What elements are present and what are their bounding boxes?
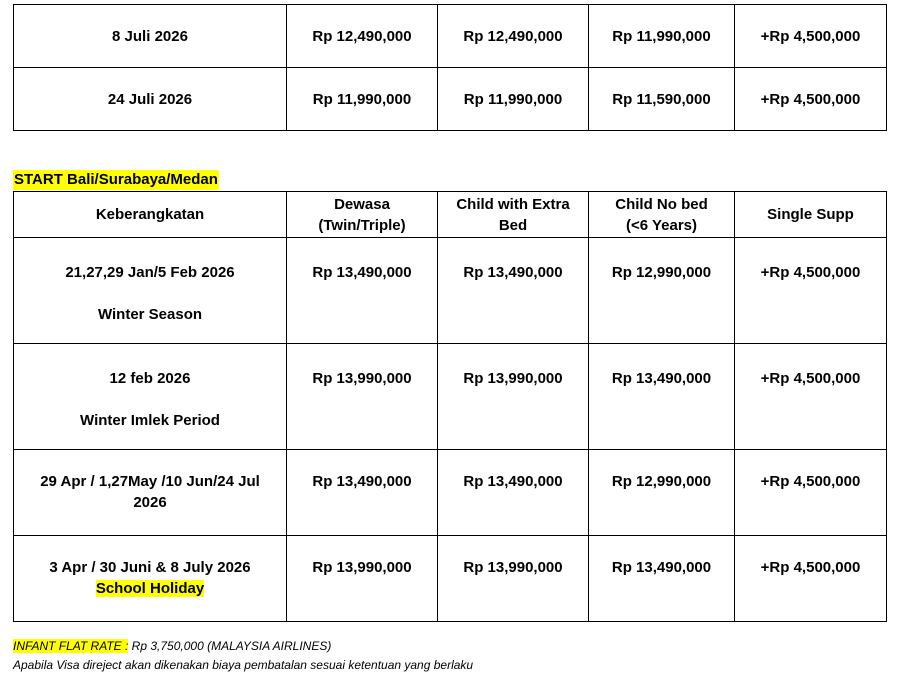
table-row bbox=[14, 68, 887, 131]
departure-date-line2: 2026 bbox=[133, 494, 167, 511]
child-extra-bed-price-cell: Rp 13,490,000 bbox=[438, 450, 589, 536]
child-no-bed-price-cell: Rp 11,590,000 bbox=[589, 68, 735, 131]
child-extra-bed-price-cell: Rp 11,990,000 bbox=[438, 68, 589, 131]
header-single-supp bbox=[735, 192, 887, 238]
header-dewasa-line2: (Twin/Triple) bbox=[318, 216, 406, 234]
table-row bbox=[14, 344, 887, 450]
departure-date-cell: 8 Juli 2026 bbox=[14, 5, 287, 68]
dewasa-price-cell: Rp 11,990,000 bbox=[287, 68, 438, 131]
dewasa-price-cell: Rp 13,490,000 bbox=[287, 238, 438, 344]
departure-date-cell bbox=[14, 238, 287, 344]
visa-note: Apabila Visa direject akan dikenakan biaya pembatalan sesuai ketentuan yang berlaku bbox=[13, 658, 474, 672]
table-header-row bbox=[14, 192, 887, 238]
table-row bbox=[14, 450, 887, 536]
departure-date-cell bbox=[14, 344, 287, 450]
single-supp-price-cell: +Rp 4,500,000 bbox=[735, 68, 887, 131]
header-departure bbox=[14, 192, 287, 238]
departure-date-cell bbox=[14, 536, 287, 622]
child-no-bed-price-cell: Rp 13,490,000 bbox=[589, 536, 735, 622]
table-row bbox=[14, 238, 887, 344]
header-dewasa-line1: Dewasa bbox=[334, 195, 390, 213]
infant-rate-value: Rp 3,750,000 (MALAYSIA AIRLINES) bbox=[128, 639, 332, 653]
table-row bbox=[14, 5, 887, 68]
header-child-extra-bed-line2: Bed bbox=[498, 216, 528, 234]
season-note: Winter Imlek Period bbox=[80, 412, 220, 429]
departure-date-line1: 29 Apr / 1,27May /10 Jun/24 Jul bbox=[40, 473, 260, 490]
child-no-bed-price-cell: Rp 13,490,000 bbox=[589, 344, 735, 450]
departure-date-cell bbox=[14, 450, 287, 536]
single-supp-price-cell: +Rp 4,500,000 bbox=[735, 5, 887, 68]
child-no-bed-price-cell: Rp 12,990,000 bbox=[589, 450, 735, 536]
season-note: Winter Season bbox=[97, 306, 203, 323]
single-supp-price-cell: +Rp 4,500,000 bbox=[735, 344, 887, 450]
header-child-no-bed-line2: (<6 Years) bbox=[625, 216, 698, 234]
header-child-extra-bed bbox=[438, 192, 589, 238]
child-no-bed-price-cell: Rp 12,990,000 bbox=[589, 238, 735, 344]
price-table-main bbox=[13, 191, 887, 622]
header-child-extra-bed-line1: Child with Extra bbox=[456, 195, 570, 213]
header-departure-label: Keberangkatan bbox=[95, 206, 205, 223]
header-dewasa bbox=[287, 192, 438, 238]
dewasa-price-cell: Rp 13,990,000 bbox=[287, 344, 438, 450]
single-supp-price-cell: +Rp 4,500,000 bbox=[735, 450, 887, 536]
school-holiday-badge: School Holiday bbox=[95, 580, 205, 597]
dewasa-price-cell: Rp 13,990,000 bbox=[287, 536, 438, 622]
single-supp-price-cell: +Rp 4,500,000 bbox=[735, 536, 887, 622]
child-extra-bed-price-cell: Rp 13,990,000 bbox=[438, 344, 589, 450]
header-single-supp-label: Single Supp bbox=[767, 206, 854, 223]
child-no-bed-price-cell: Rp 11,990,000 bbox=[589, 5, 735, 68]
child-extra-bed-price-cell: Rp 13,490,000 bbox=[438, 238, 589, 344]
departure-date: 12 feb 2026 bbox=[109, 370, 191, 387]
dewasa-price-cell: Rp 13,490,000 bbox=[287, 450, 438, 536]
departure-date: 3 Apr / 30 Juni & 8 July 2026 bbox=[49, 559, 251, 576]
price-table-top bbox=[13, 4, 887, 131]
departure-date-cell: 24 Juli 2026 bbox=[14, 68, 287, 131]
child-extra-bed-price-cell: Rp 12,490,000 bbox=[438, 5, 589, 68]
child-extra-bed-price-cell: Rp 13,990,000 bbox=[438, 536, 589, 622]
single-supp-price-cell: +Rp 4,500,000 bbox=[735, 238, 887, 344]
infant-rate-label: INFANT FLAT RATE : bbox=[13, 639, 129, 653]
infant-rate-note bbox=[13, 638, 331, 654]
departure-date: 21,27,29 Jan/5 Feb 2026 bbox=[65, 264, 235, 281]
header-child-no-bed bbox=[589, 192, 735, 238]
table-row bbox=[14, 536, 887, 622]
section-title: START Bali/Surabaya/Medan bbox=[14, 171, 218, 188]
header-child-no-bed-line1: Child No bed bbox=[615, 195, 708, 213]
dewasa-price-cell: Rp 12,490,000 bbox=[287, 5, 438, 68]
